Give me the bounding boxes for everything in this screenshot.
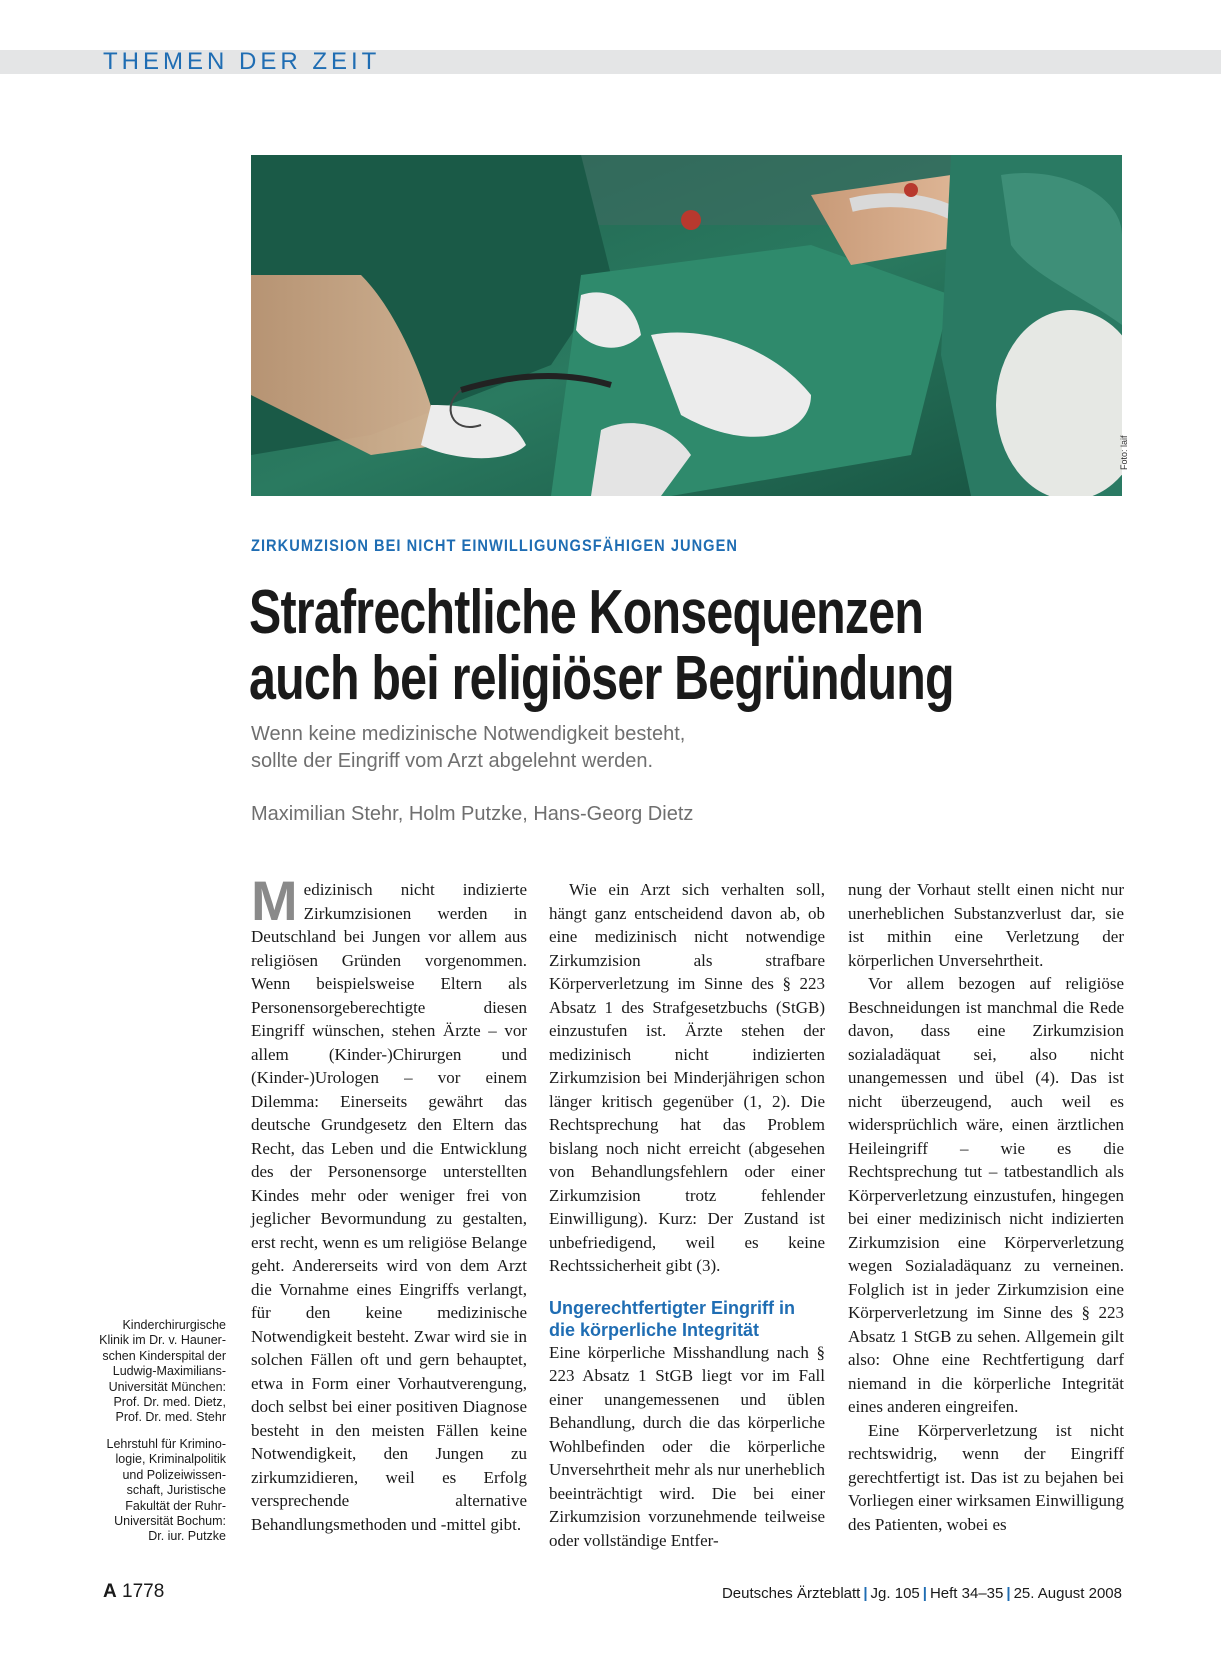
affiliation-line: Ludwig-Maximilians- bbox=[112, 1364, 226, 1379]
journal-issue: Heft 34–35 bbox=[929, 1585, 1004, 1602]
section-label: THEMEN DER ZEIT bbox=[103, 48, 381, 75]
headline-line-2: auch bei religiöser Begründung bbox=[249, 644, 954, 713]
article-authors: Maximilian Stehr, Holm Putzke, Hans-Georg Dietz bbox=[251, 803, 694, 825]
article-photo bbox=[251, 155, 1122, 496]
affiliation-line: Lehrstuhl für Krimino- bbox=[106, 1437, 226, 1451]
affiliation-line: Prof. Dr. med. Dietz, bbox=[113, 1395, 226, 1410]
affiliation-line: Kinderchirurgische bbox=[122, 1318, 226, 1332]
affiliation-line: Universität Bochum: bbox=[114, 1514, 226, 1529]
journal-date: 25. August 2008 bbox=[1013, 1585, 1122, 1602]
journal-name: Deutsches Ärzteblatt bbox=[721, 1585, 861, 1602]
affiliation-line: schaft, Juristische bbox=[126, 1483, 226, 1498]
separator: | bbox=[922, 1585, 927, 1602]
journal-volume: Jg. 105 bbox=[870, 1585, 920, 1602]
page-prefix: A bbox=[103, 1581, 117, 1602]
body-paragraph bbox=[251, 869, 527, 1536]
surgery-photo-illustration bbox=[251, 155, 1122, 496]
section-subheading bbox=[549, 1297, 825, 1341]
journal-citation bbox=[722, 1585, 1122, 1602]
body-paragraph: Wie ein Arzt sich verhalten soll, hängt ganz entscheidend davon ab, ob eine medizinisch nicht notwendige Zirkumzision als strafbare Körperverletzung im Sinne des § 223 Absatz 1 des Strafgesetzbuchs (StGB) einzustufen ist. Ärzte stehen der medizinisch nicht indizierten Zirkumzision bei Minderjährigen schon länger kritisch gegenüber (1, 2). Die Rechtsprechung hat das Problem bislang noch nicht erreicht (abgesehen von Behandlungsfehlern oder einer Zirkumzision trotz fehlender Einwilligung). Kurz: Der Zustand ist unbefriedigend, weil es keine Rechtssicherheit gibt (3). bbox=[549, 880, 825, 1275]
body-column-3 bbox=[848, 878, 1124, 1536]
article-kicker: ZIRKUMZISION BEI NICHT EINWILLIGUNGSFÄHIGEN JUNGEN bbox=[251, 536, 738, 555]
body-paragraph: Vor allem bezogen auf religiöse Beschneidungen ist manchmal die Rede davon, dass eine Zirkumzision sozialadäquat sei, also nicht unangemessen und übel (4). Das ist nicht überzeugend, auch weil es widersprüchlich wäre, einen ärztlichen Heileingriff – wie es die Rechtsprechung tut – tatbestandlich als Körperverletzung einzustufen, hingegen bei einer medizinisch nicht indizierten Zirkumzision eine Körperverletzung wegen Sozialadäquanz zu verneinen. Folglich ist in jeder Zirkumzision eine Körperverletzung im Sinne des § 223 Absatz 1 StGB zu sehen. Allgemein gilt also: Ohne eine Rechtfertigung darf niemand in die körperliche Integrität eines anderen eingreifen. bbox=[848, 974, 1124, 1416]
affiliation-line: Prof. Dr. med. Stehr bbox=[115, 1410, 226, 1425]
body-column-1 bbox=[251, 869, 527, 1536]
article-subtitle bbox=[251, 721, 685, 775]
affiliation-line: Dr. iur. Putzke bbox=[148, 1529, 226, 1544]
body-column-2 bbox=[549, 878, 825, 1552]
affiliation-line: schen Kinderspital der bbox=[102, 1348, 226, 1363]
headline-line-1: Strafrechtliche Konsequenzen bbox=[249, 578, 924, 647]
affiliation-line: und Polizeiwissen- bbox=[122, 1467, 226, 1482]
subheading-line-1: Ungerechtfertigter Eingriff in bbox=[549, 1297, 796, 1318]
body-paragraph: Eine körperliche Misshandlung nach § 223 Absatz 1 StGB liegt vor im Fall einer unangemessenen und üblen Behandlung, durch die das körperliche Wohlbefinden oder die körperliche Unversehrtheit mehr als nur unerheblich beeinträchtigt wird. Die bei einer Zirkumzision vorzunehmende teilweise oder vollständige Entfer- bbox=[549, 1342, 825, 1550]
author-affiliation-2 bbox=[76, 1437, 226, 1545]
author-affiliation-1 bbox=[76, 1318, 226, 1426]
body-paragraph: nung der Vorhaut stellt einen nicht nur unerheblichen Substanzverlust dar, sie ist mithin eine Verletzung der körperlichen Unversehrtheit. bbox=[848, 880, 1124, 970]
affiliation-line: logie, Kriminalpolitik bbox=[115, 1452, 226, 1467]
page-number bbox=[103, 1581, 164, 1603]
drop-cap: M bbox=[251, 869, 298, 932]
photo-credit: Foto: laif bbox=[1119, 435, 1129, 470]
paragraph-text: edizinisch nicht indizierte Zirkumzisionen werden in Deutschland bei Jungen vor allem aus religiösen Gründen vorgenommen. Wenn beispielsweise Eltern als Personensorgeberechtigte diesen Eingriff wünschen, stehen Ärzte – vor allem (Kinder-)Chirurgen und (Kinder-)Urologen – vor einem Dilemma: Einerseits gewährt das deutsche Grundgesetz den Eltern das Recht, das Leben und die Entwicklung des der Personensorge unterstellten Kindes mehr oder weniger frei von jeglicher Bevormundung zu gestalten, erst recht, wenn es um religiöse Belange geht. Andererseits wird von dem Arzt die Vornahme eines Eingriffs verlangt, für den keine medizinische Notwendigkeit besteht. Zwar wird sie in solchen Fällen oft und gern behauptet, etwa in Form einer Vorhautverengung, doch selbst bei einer positiven Diagnose besteht in den meisten Fällen keine Notwendigkeit, den Jungen zu zirkumzidieren, weil es Erfolg versprechende alternative Behandlungsmethoden und -mittel gibt. bbox=[251, 880, 527, 1534]
affiliation-line: Universität München: bbox=[108, 1379, 226, 1394]
page-number-value: 1778 bbox=[122, 1581, 165, 1602]
subtitle-line-1: Wenn keine medizinische Notwendigkeit besteht, bbox=[251, 723, 686, 745]
separator: | bbox=[1006, 1585, 1011, 1602]
body-paragraph: Eine Körperverletzung ist nicht rechtswidrig, wenn der Eingriff gerechtfertigt ist. Das ist zu bejahen bei Vorliegen einer wirksamen Einwilligung des Patienten, wobei es bbox=[848, 1420, 1124, 1534]
separator: | bbox=[863, 1585, 868, 1602]
subheading-line-2: die körperliche Integrität bbox=[549, 1319, 760, 1340]
affiliation-line: Fakultät der Ruhr- bbox=[125, 1498, 226, 1513]
article-headline bbox=[249, 580, 954, 712]
affiliation-line: Klinik im Dr. v. Hauner- bbox=[99, 1333, 226, 1348]
subtitle-line-2: sollte der Eingriff vom Arzt abgelehnt werden. bbox=[251, 750, 654, 772]
